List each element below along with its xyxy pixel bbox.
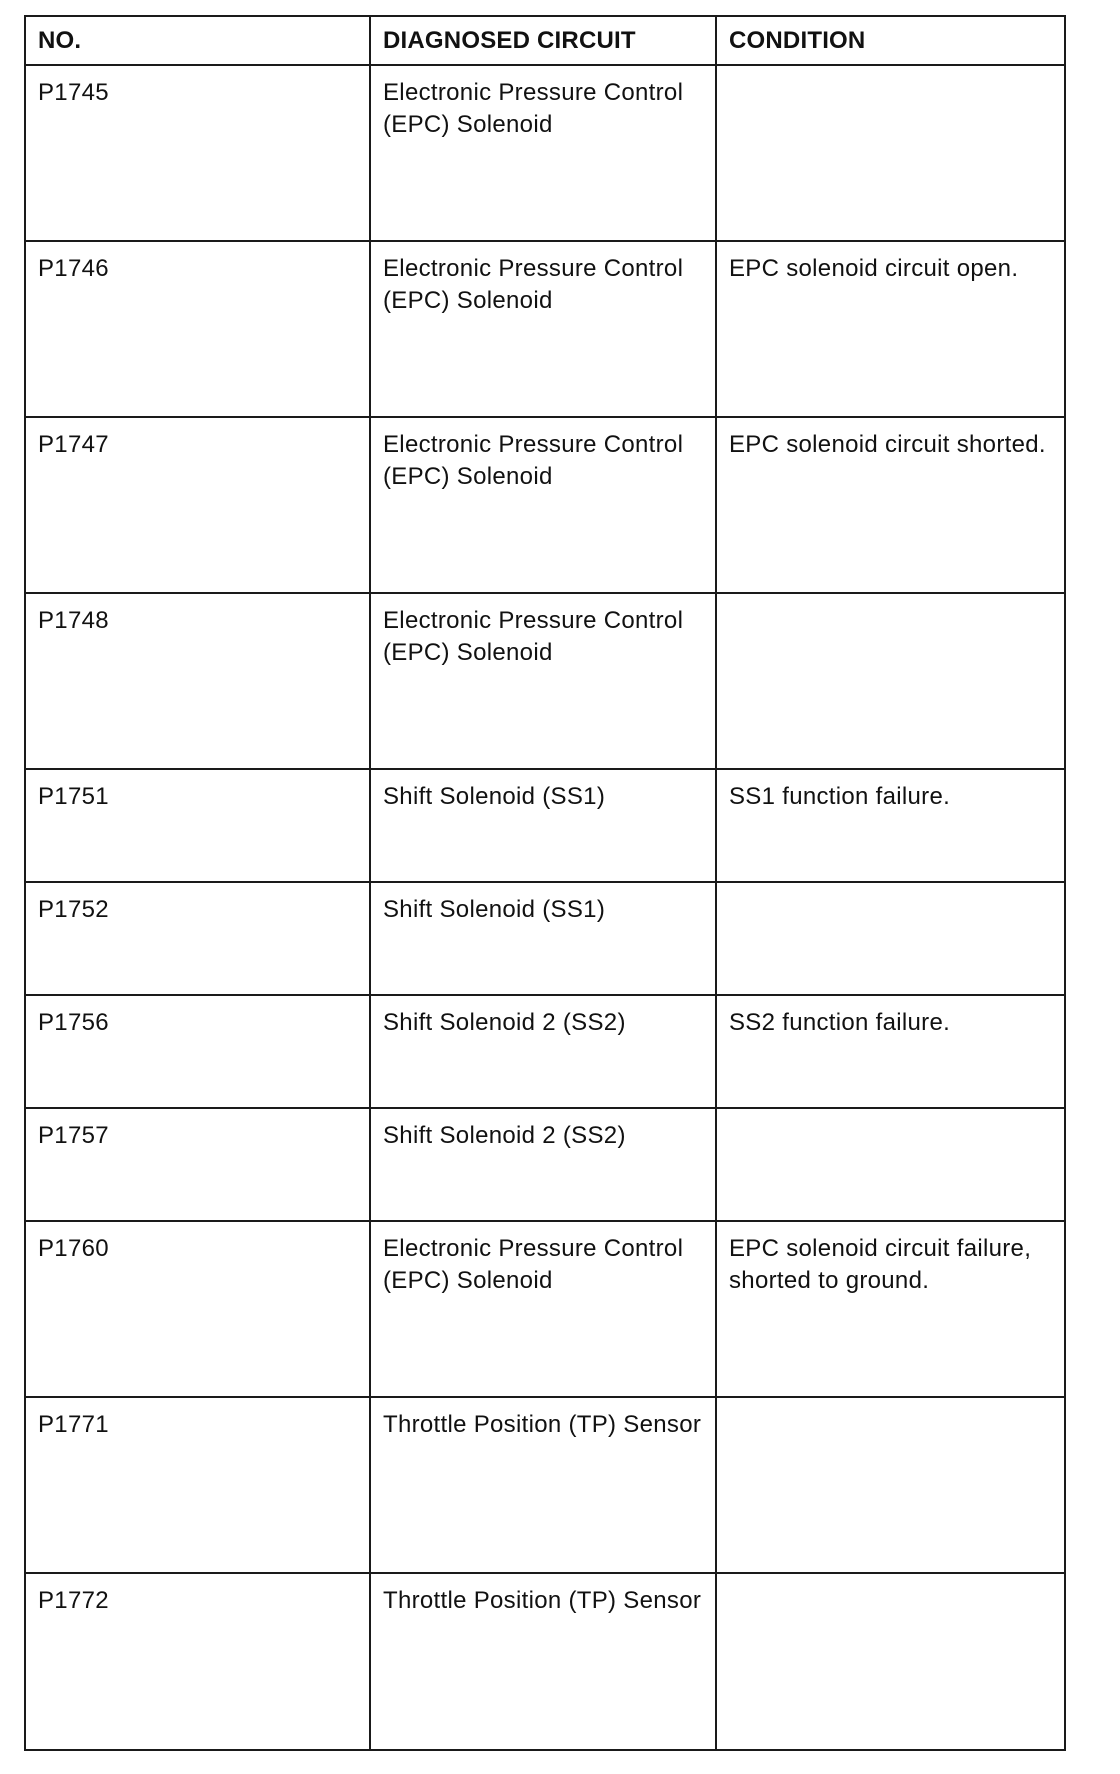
cell-condition: SS2 function failure. [716,995,1065,1108]
cell-circuit: Electronic Pressure Control (EPC) Solenoid [370,1221,716,1397]
cell-condition: EPC solenoid circuit failure, shorted to ground. [716,1221,1065,1397]
cell-circuit: Shift Solenoid 2 (SS2) [370,995,716,1108]
cell-no: P1746 [25,241,370,417]
cell-circuit: Electronic Pressure Control (EPC) Solenoid [370,593,716,769]
table-row [25,65,1065,241]
cell-no: P1752 [25,882,370,995]
table-row [25,1397,1065,1573]
cell-condition: EPC solenoid circuit shorted. [716,417,1065,593]
cell-circuit: Shift Solenoid (SS1) [370,769,716,882]
cell-condition: SS1 function failure. [716,769,1065,882]
cell-condition: EPC solenoid circuit open. [716,241,1065,417]
cell-condition [716,1397,1065,1573]
table-row [25,593,1065,769]
table-row [25,1221,1065,1397]
cell-circuit: Shift Solenoid 2 (SS2) [370,1108,716,1221]
cell-no: P1756 [25,995,370,1108]
cell-no: P1760 [25,1221,370,1397]
cell-no: P1772 [25,1573,370,1750]
cell-condition [716,882,1065,995]
diagnostic-code-document [24,15,1064,1751]
table-row [25,769,1065,882]
cell-circuit: Electronic Pressure Control (EPC) Solenoid [370,65,716,241]
table-header-row [25,16,1065,65]
table-row [25,882,1065,995]
cell-condition [716,1108,1065,1221]
cell-no: P1757 [25,1108,370,1221]
cell-no: P1751 [25,769,370,882]
header-diagnosed-circuit: DIAGNOSED CIRCUIT [370,16,716,65]
table-row [25,1108,1065,1221]
table-row [25,1573,1065,1750]
table-row [25,241,1065,417]
cell-no: P1747 [25,417,370,593]
cell-condition [716,1573,1065,1750]
cell-circuit: Electronic Pressure Control (EPC) Solenoid [370,417,716,593]
cell-circuit: Electronic Pressure Control (EPC) Solenoid [370,241,716,417]
table-row [25,417,1065,593]
cell-no: P1748 [25,593,370,769]
cell-circuit: Shift Solenoid (SS1) [370,882,716,995]
table-row [25,995,1065,1108]
cell-condition [716,593,1065,769]
header-no: NO. [25,16,370,65]
header-condition: CONDITION [716,16,1065,65]
cell-no: P1771 [25,1397,370,1573]
cell-condition [716,65,1065,241]
cell-circuit: Throttle Position (TP) Sensor [370,1397,716,1573]
diagnostic-code-table [24,15,1066,1751]
cell-no: P1745 [25,65,370,241]
cell-circuit: Throttle Position (TP) Sensor [370,1573,716,1750]
